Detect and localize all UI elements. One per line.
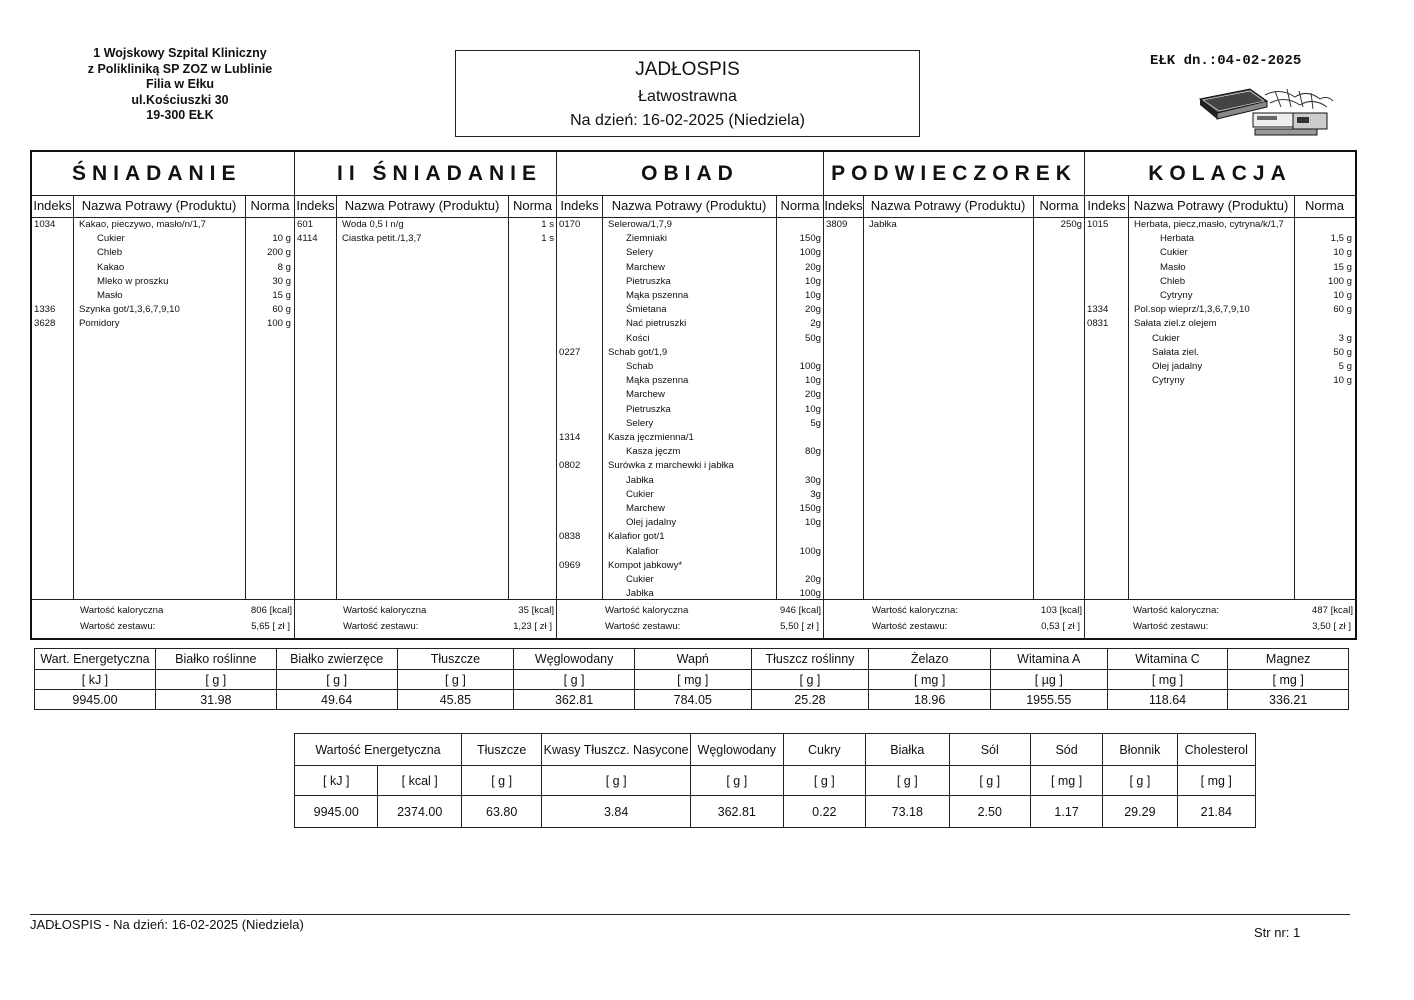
nutrient-value: 18.96 [869, 690, 991, 710]
item-index: 1015 [1087, 219, 1109, 230]
column-header-name: Nazwa Potrawy (Produktu) [611, 198, 767, 213]
column-header-name: Nazwa Potrawy (Produktu) [1133, 198, 1289, 213]
item-index: 0170 [559, 219, 581, 230]
column-header-norm: Norma [250, 198, 290, 213]
menu-item [557, 474, 823, 488]
menu-item [557, 431, 823, 445]
item-name: Masło [97, 290, 123, 301]
menu-item [557, 346, 823, 360]
column-divider [863, 196, 864, 600]
column-header-index: Indeks [560, 198, 599, 213]
menu-item [32, 303, 294, 317]
item-name: Mąka pszenna [626, 375, 689, 387]
meal-column [32, 152, 295, 638]
item-name: Sałata ziel.z olejem [1134, 318, 1217, 330]
item-name: Mąka pszenna [626, 290, 689, 301]
item-norm: 30 g [272, 275, 291, 287]
nutrient-value: 9945.00 [35, 690, 156, 710]
item-norm: 30g [804, 474, 821, 486]
item-name: Szynka got/1,3,6,7,9,10 [79, 304, 180, 316]
calorie-value: 103 [kcal] [1040, 605, 1082, 616]
item-name: Śmietana [626, 304, 667, 316]
calorie-label: Wartość kaloryczna: [1133, 605, 1220, 616]
item-norm: 50 g [1333, 346, 1352, 358]
nutrient-unit: [ g ] [276, 670, 397, 690]
item-name: Ziemniaki [626, 233, 668, 245]
item-name: Herbata, piecz,masło, cytryna/k/1,7 [1134, 219, 1284, 230]
nutrient-unit: [ mg ] [869, 670, 991, 690]
column-header-index: Indeks [824, 198, 863, 213]
nutrient-header: Kwasy Tłuszcz. Nasycone [542, 734, 691, 766]
item-name: Kalafior got/1 [608, 531, 665, 543]
menu-item [557, 488, 823, 502]
item-norm: 10g [804, 517, 821, 529]
cost-label: Wartość zestawu: [605, 621, 681, 632]
nutrient-header: Sól [949, 734, 1030, 766]
cost-label: Wartość zestawu: [343, 621, 419, 632]
nutrient-header: Sód [1030, 734, 1102, 766]
menu-item [557, 246, 823, 260]
nutrient-value: 45.85 [397, 690, 514, 710]
item-name: Herbata [1160, 233, 1195, 245]
nutrient-value: 1.17 [1030, 796, 1102, 828]
nutrient-value: 31.98 [155, 690, 276, 710]
nutrient-value: 25.28 [751, 690, 869, 710]
item-norm: 200 g [266, 247, 291, 259]
item-index: 0802 [559, 460, 581, 472]
menu-item [824, 218, 1084, 232]
item-name: Selery [626, 417, 654, 429]
item-norm: 100g [799, 361, 821, 372]
item-index: 0227 [559, 346, 581, 358]
item-norm: 100g [799, 247, 821, 259]
calorie-label: Wartość kaloryczna [605, 605, 689, 616]
nutrient-unit: [ g ] [949, 766, 1030, 796]
nutrient-header: Tłuszcz roślinny [751, 649, 869, 670]
menu-item [557, 303, 823, 317]
menu-item [557, 573, 823, 587]
nutrient-unit: [ g ] [1103, 766, 1177, 796]
item-index: 1336 [34, 304, 56, 316]
column-headers [295, 196, 556, 218]
item-name: Chleb [1160, 275, 1186, 287]
column-header-index: Indeks [296, 198, 335, 213]
column-header-name: Nazwa Potrawy (Produktu) [81, 198, 237, 213]
menu-item [557, 317, 823, 331]
nutrient-unit: [ g ] [751, 670, 869, 690]
item-name: Ciastka petit./1,3,7 [342, 233, 422, 245]
nutrient-unit: [ kJ ] [295, 766, 378, 796]
nutrient-unit: [ mg ] [1228, 670, 1349, 690]
nutrient-unit: [ g ] [542, 766, 691, 796]
item-norm: 150g [799, 503, 821, 514]
item-norm: 3g [810, 488, 821, 500]
calorie-value: 487 [kcal] [1311, 605, 1353, 616]
nutrient-value: 336.21 [1228, 690, 1349, 710]
item-norm: 60 g [1333, 304, 1352, 316]
cost-value: 1,23 [ zł ] [513, 621, 552, 632]
cost-label: Wartość zestawu: [1133, 621, 1209, 632]
nutrient-header: Wart. Energetyczna [35, 649, 156, 670]
column-header-norm: Norma [1039, 198, 1079, 213]
hospital-line: 1 Wojskowy Szpital Kliniczny [93, 46, 267, 60]
cost-value: 3,50 [ zł ] [1312, 621, 1351, 632]
menu-item [1085, 289, 1355, 303]
column-headers [557, 196, 823, 218]
nutrient-unit: [ g ] [690, 766, 783, 796]
cost-value: 0,53 [ zł ] [1041, 621, 1080, 632]
item-norm: 50g [804, 332, 821, 344]
menu-item [557, 388, 823, 402]
menu-item [557, 417, 823, 431]
menu-item [32, 261, 294, 275]
item-name: Surówka z marchewki i jabłka [608, 460, 734, 472]
item-norm: 10g [804, 290, 821, 301]
item-norm: 20g [804, 389, 821, 401]
item-name: Pol.sop wieprz/1,3,6,7,9,10 [1134, 304, 1250, 316]
item-norm: 20g [804, 304, 821, 316]
item-name: Cytryny [1152, 375, 1185, 387]
item-norm: 5g [810, 417, 821, 429]
nutrient-header: Wartość Energetyczna [295, 734, 462, 766]
item-name: Kości [626, 332, 650, 344]
cost-label: Wartość zestawu: [80, 621, 156, 632]
hospital-line: z Polikliniką SP ZOZ w Lublinie [87, 61, 273, 76]
calorie-value: 946 [kcal] [779, 605, 821, 616]
item-name: Marchew [626, 261, 665, 273]
cost-value: 5,65 [ zł ] [251, 621, 290, 632]
menu-item [557, 275, 823, 289]
menu-item [557, 502, 823, 516]
column-headers [1085, 196, 1355, 218]
calorie-label: Wartość kaloryczna [343, 605, 427, 616]
menu-item [557, 559, 823, 573]
nutrient-header: Tłuszcze [397, 649, 514, 670]
column-divider [508, 196, 509, 600]
footer-text: JADŁOSPIS - Na dzień: 16-02-2025 (Niedziela) [30, 917, 304, 932]
nutrient-value: 2374.00 [378, 796, 461, 828]
item-name: Chleb [97, 247, 123, 259]
item-name: Cukier [1152, 332, 1180, 344]
calorie-value: 35 [kcal] [518, 605, 554, 616]
menu-item [557, 516, 823, 530]
item-norm: 1 s [541, 233, 554, 245]
title-box [455, 50, 920, 137]
nutrient-value: 9945.00 [295, 796, 378, 828]
nutrient-unit: [ µg ] [990, 670, 1107, 690]
meal-title: II ŚNIADANIE [295, 152, 556, 196]
nutrition-table-2 [294, 733, 1256, 828]
menu-item [32, 218, 294, 232]
nutrient-value: 784.05 [634, 690, 751, 710]
nutrient-value: 118.64 [1107, 690, 1228, 710]
nutrient-value: 2.50 [949, 796, 1030, 828]
nutrient-header: Żelazo [869, 649, 991, 670]
meal-column [1085, 152, 1355, 638]
item-norm: 15 g [1333, 261, 1352, 273]
menu-item [557, 261, 823, 275]
nutrient-value: 1955.55 [990, 690, 1107, 710]
hospital-address [40, 46, 320, 124]
column-header-index: Indeks [1087, 198, 1126, 213]
diet-name: Łatwostrawna [638, 88, 737, 105]
item-name: Selerowa/1,7,9 [608, 219, 672, 230]
item-index: 0831 [1087, 318, 1109, 330]
item-norm: 3 g [1338, 332, 1352, 344]
item-norm: 1,5 g [1330, 233, 1352, 245]
nutrient-unit: [ kJ ] [35, 670, 156, 690]
menu-item [1085, 218, 1355, 232]
meals-table [30, 150, 1357, 640]
item-name: Kasza jęczm [626, 446, 681, 458]
nutrient-value: 0.22 [783, 796, 865, 828]
menu-item [1085, 232, 1355, 246]
item-index: 0969 [559, 559, 581, 571]
item-name: Schab [626, 361, 654, 372]
nutrient-unit: [ g ] [397, 670, 514, 690]
item-name: Jabłka [626, 474, 654, 486]
item-norm: 2g [810, 318, 821, 330]
meal-column [824, 152, 1085, 638]
item-name: Kalafior [626, 545, 659, 557]
nutrient-unit: [ g ] [866, 766, 949, 796]
item-name: Olej jadalny [626, 517, 677, 529]
nutrient-value: 362.81 [690, 796, 783, 828]
item-name: Kakao, pieczywo, masło/n/1,7 [79, 219, 206, 230]
item-index: 3628 [34, 318, 56, 330]
item-name: Masło [1160, 261, 1186, 273]
menu-item [32, 317, 294, 331]
menu-item [295, 218, 556, 232]
meal-column [557, 152, 824, 638]
menu-item [32, 289, 294, 303]
nutrient-value: 29.29 [1103, 796, 1177, 828]
item-name: Sałata ziel. [1152, 346, 1199, 358]
menu-item [1085, 246, 1355, 260]
nutrient-unit: [ g ] [514, 670, 635, 690]
menu-date: Na dzień: 16-02-2025 (Niedziela) [570, 112, 805, 129]
hospital-line: Filia w Ełku [145, 77, 215, 91]
nutrient-unit: [ mg ] [1177, 766, 1255, 796]
menu-item [1085, 317, 1355, 331]
item-index: 601 [297, 219, 314, 230]
item-name: Selery [626, 247, 654, 259]
menu-item [557, 587, 823, 601]
nutrient-value: 362.81 [514, 690, 635, 710]
item-name: Kasza jęczmienna/1 [608, 432, 694, 443]
item-name: Cytryny [1160, 290, 1193, 301]
item-norm: 80g [804, 446, 821, 458]
item-name: Jabłka [626, 588, 654, 600]
menu-item [1085, 261, 1355, 275]
item-norm: 10g [804, 275, 821, 287]
menu-item [557, 232, 823, 246]
item-index: 1034 [34, 219, 56, 230]
hospital-line: ul.Kościuszki 30 [131, 92, 229, 107]
nutrient-unit: [ mg ] [634, 670, 751, 690]
menu-item [557, 403, 823, 417]
item-norm: 10g [804, 375, 821, 387]
menu-item [557, 360, 823, 374]
nutrient-value: 3.84 [542, 796, 691, 828]
menu-item [32, 232, 294, 246]
nutrient-header: Cukry [783, 734, 865, 766]
nutrient-header: Białka [866, 734, 949, 766]
item-name: Cukier [97, 233, 125, 245]
nutrient-header: Magnez [1228, 649, 1349, 670]
item-name: Schab got/1,9 [608, 346, 668, 358]
totals-divider [1085, 599, 1355, 600]
menu-item [557, 445, 823, 459]
page-title: JADŁOSPIS [635, 59, 740, 80]
item-norm: 150g [799, 233, 821, 245]
item-name: Jabłka [869, 219, 897, 230]
totals-divider [295, 599, 556, 600]
nutrient-value: 21.84 [1177, 796, 1255, 828]
item-name: Pietruszka [626, 403, 671, 415]
nutrient-unit: [ g ] [155, 670, 276, 690]
menu-item [1085, 346, 1355, 360]
item-norm: 100 g [1327, 275, 1352, 287]
meal-title: PODWIECZOREK [824, 152, 1084, 196]
item-norm: 10g [804, 403, 821, 415]
nutrient-header: Tłuszcze [461, 734, 541, 766]
nutrient-header: Cholesterol [1177, 734, 1255, 766]
item-name: Marchew [626, 389, 665, 401]
item-norm: 10 g [1333, 290, 1352, 301]
menu-item [557, 530, 823, 544]
column-header-norm: Norma [512, 198, 552, 213]
item-norm: 60 g [272, 304, 291, 316]
meal-title: KOLACJA [1085, 152, 1355, 196]
nutrition-table-1 [34, 648, 1349, 710]
calorie-value: 806 [kcal] [250, 605, 292, 616]
item-name: Mleko w proszku [97, 275, 169, 287]
item-index: 3809 [826, 219, 848, 230]
item-name: Cukier [1160, 247, 1188, 259]
item-name: Olej jadalny [1152, 361, 1203, 372]
menu-item [1085, 275, 1355, 289]
meal-title: ŚNIADANIE [32, 152, 294, 196]
nutrient-header: Białko roślinne [155, 649, 276, 670]
column-header-norm: Norma [1304, 198, 1344, 213]
nutrient-unit: [ kcal ] [378, 766, 461, 796]
nutrient-value: 73.18 [866, 796, 949, 828]
item-norm: 20g [804, 574, 821, 585]
item-name: Kakao [97, 261, 125, 273]
nutrient-value: 63.80 [461, 796, 541, 828]
menu-item [557, 459, 823, 473]
column-headers [32, 196, 294, 218]
menu-item [1085, 374, 1355, 388]
item-index: 0838 [559, 531, 581, 543]
nutrient-value: 49.64 [276, 690, 397, 710]
cost-value: 5,50 [ zł ] [780, 621, 819, 632]
menu-item [1085, 332, 1355, 346]
item-norm: 100 g [266, 318, 291, 330]
menu-item [557, 332, 823, 346]
meal-column [295, 152, 557, 638]
column-header-name: Nazwa Potrawy (Produktu) [870, 198, 1026, 213]
nutrient-header: Węglowodany [690, 734, 783, 766]
place-date: EŁK dn.:04-02-2025 [1150, 53, 1302, 69]
item-name: Pomidory [79, 318, 120, 330]
nutrient-unit: [ g ] [461, 766, 541, 796]
nutrient-unit: [ g ] [783, 766, 865, 796]
column-header-index: Indeks [33, 198, 72, 213]
nutrient-header: Białko zwierzęce [276, 649, 397, 670]
item-name: Nać pietruszki [626, 318, 687, 330]
item-norm: 10 g [272, 233, 291, 245]
page-number: Str nr: 1 [1254, 925, 1301, 940]
item-norm: 10 g [1333, 375, 1352, 387]
item-norm: 1 s [541, 219, 554, 230]
item-name: Marchew [626, 503, 665, 514]
item-norm: 8 g [277, 261, 291, 273]
menu-item [32, 275, 294, 289]
menu-item [557, 545, 823, 559]
column-header-norm: Norma [780, 198, 820, 213]
nutrient-header: Wapń [634, 649, 751, 670]
nutrient-unit: [ mg ] [1030, 766, 1102, 796]
totals-divider [32, 599, 294, 600]
footer-divider [30, 914, 1350, 915]
nutrient-header: Węglowodany [514, 649, 635, 670]
item-norm: 250g [1060, 219, 1082, 230]
totals-divider [824, 599, 1084, 600]
hospital-line: 19-300 EŁK [146, 108, 214, 122]
item-norm: 20g [804, 261, 821, 273]
nutrient-header: Witamina C [1107, 649, 1228, 670]
nutrient-header: Witamina A [990, 649, 1107, 670]
item-index: 1314 [559, 432, 581, 443]
nutrient-unit: [ mg ] [1107, 670, 1228, 690]
item-name: Cukier [626, 574, 654, 585]
menu-item [1085, 360, 1355, 374]
item-name: Cukier [626, 488, 654, 500]
menu-item [295, 232, 556, 246]
item-norm: 100g [799, 588, 821, 600]
item-norm: 10 g [1333, 247, 1352, 259]
calorie-label: Wartość kaloryczna: [872, 605, 959, 616]
item-norm: 100g [799, 545, 821, 557]
nutrient-header: Błonnik [1103, 734, 1177, 766]
menu-item [557, 374, 823, 388]
menu-item [32, 246, 294, 260]
menu-item [557, 289, 823, 303]
item-norm: 15 g [272, 290, 291, 301]
item-index: 4114 [297, 233, 318, 245]
item-name: Woda 0,5 l n/g [342, 219, 404, 230]
meal-title: OBIAD [557, 152, 823, 196]
calorie-label: Wartość kaloryczna [80, 605, 164, 616]
book-computer-logo-icon [1195, 85, 1335, 137]
item-name: Pietruszka [626, 275, 671, 287]
menu-item [1085, 303, 1355, 317]
item-index: 1334 [1087, 304, 1109, 316]
item-norm: 5 g [1338, 361, 1352, 372]
column-header-name: Nazwa Potrawy (Produktu) [344, 198, 500, 213]
menu-item [557, 218, 823, 232]
cost-label: Wartość zestawu: [872, 621, 948, 632]
column-divider [336, 196, 337, 600]
column-divider [1033, 196, 1034, 600]
item-name: Kompot jabkowy* [608, 559, 683, 571]
